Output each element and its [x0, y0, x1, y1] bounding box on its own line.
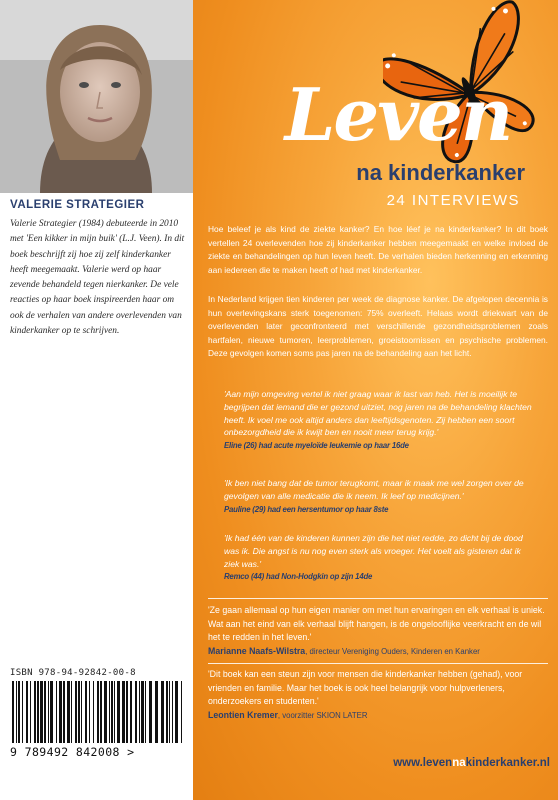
- url-part: kinderkanker.nl: [465, 757, 550, 769]
- author-photo: [0, 0, 193, 193]
- book-subtitle: na kinderkanker: [356, 160, 525, 185]
- quote-attribution: Eline (26) had acute myeloïde leukemie op haar 16de: [224, 441, 409, 451]
- quote-text: 'Ik ben niet bang dat de tumor terugkomt, maar ik maak me wel zorgen over de gevolgen van alle medicatie die ik neem. Ik leef op medicijnen.': [224, 478, 524, 501]
- website-url[interactable]: [300, 757, 550, 769]
- endorsement-text: 'Ze gaan allemaal op hun eigen manier om met hun ervaringen en elk verhaal is uniek. Wat aan het eind van elk verhaal blijft hangen, is de ongelooflijke veerkracht en de wil het te redden in het leven.': [208, 605, 545, 642]
- book-tagline: 24 INTERVIEWS: [386, 192, 520, 209]
- endorser-role: , directeur Vereniging Ouders, Kinderen en Kanker: [305, 646, 480, 656]
- endorser-role: , voorzitter SKION LATER: [277, 710, 368, 720]
- blurb-paragraph-2: In Nederland krijgen tien kinderen per week de diagnose kanker. De afgelopen decennia is hun overlevingskans sterk toegenomen: 75% overleeft. Helaas wordt driekwart van de overlevenden later geconfronteerd met verschillende gezondheidsproblemen zoals hartfalen, nieuwe tumoren, leerproblemen, groeistoornissen en psychische problemen. Deze gevolgen komen soms pas jaren na de behandeling aan het licht.: [208, 294, 548, 358]
- endorsement-2: [208, 668, 548, 722]
- endorsement-text: 'Dit boek kan een steun zijn voor mensen die kinderkanker hebben (gehad), voor vrienden en familie. Maar het boek is ook heel belangrijk voor hulpverleners, onderzoekers en studenten.': [208, 669, 523, 706]
- divider: [208, 663, 548, 664]
- quote-attribution: Pauline (29) had een hersentumor op haar 8ste: [224, 504, 389, 514]
- url-part-highlight: na: [452, 757, 466, 769]
- isbn: ISBN 978-94-92842-00-8: [10, 668, 136, 678]
- book-title: Leven: [284, 72, 512, 157]
- author-name: VALERIE STRATEGIER: [10, 199, 145, 211]
- quote-text: 'Ik had één van de kinderen kunnen zijn die het niet redde, zo dicht bij de dood was ik. Die angst is nu nog even sterk als vroeger. Het voelt als gisteren dat ik ziek was.': [224, 533, 523, 569]
- quote-2: [224, 477, 534, 515]
- divider: [208, 598, 548, 599]
- barcode: [10, 681, 186, 743]
- quote-1: [224, 388, 534, 452]
- quote-text: 'Aan mijn omgeving vertel ik niet graag waar ik last van heb. Het is moeilijk te begrijpen dat iemand die er gezond uitziet, nog jaren na de behandeling klachten heeft. Ik voel me ook altijd anders dan leeftijdsgenoten. Zij hebben een soort onbezorgdheid die ik kwijt ben en nooit meer terug krijg.': [224, 389, 532, 438]
- endorser-name: Marianne Naafs-Wilstra: [208, 645, 306, 656]
- url-part: www.leven: [393, 757, 453, 769]
- quote-3: [224, 532, 534, 583]
- quote-attribution: Remco (44) had Non-Hodgkin op zijn 14de: [224, 572, 373, 582]
- author-bio: Valerie Strategier (1984) debuteerde in 2010 met 'Een kikker in mijn buik' (L.J. Veen). In dit boek beschrijft zij hoe zij zelf kinderkanker heeft meegemaakt. Valerie werd op haar zevende behandeld tegen nierkanker. De vele reacties op haar boek inspireerden haar om ook de verhalen van andere overlevenden van kinderkanker op te schrijven.: [10, 219, 185, 337]
- barcode-number: 9 789492 842008 >: [10, 745, 135, 759]
- endorsement-1: [208, 604, 548, 658]
- endorser-name: Leontien Kremer: [208, 709, 278, 720]
- blurb-paragraph-1: Hoe beleef je als kind de ziekte kanker? En hoe léef je na kinderkanker? In dit boek vertellen 24 overlevenden hoe zij kinderkanker hebben meegemaakt en welke invloed de ziekte en behandelingen op hun leven heeft. De verhalen bieden herkenning en erkenning aan iedereen die te maken heeft of had met kinderkanker.: [208, 224, 548, 275]
